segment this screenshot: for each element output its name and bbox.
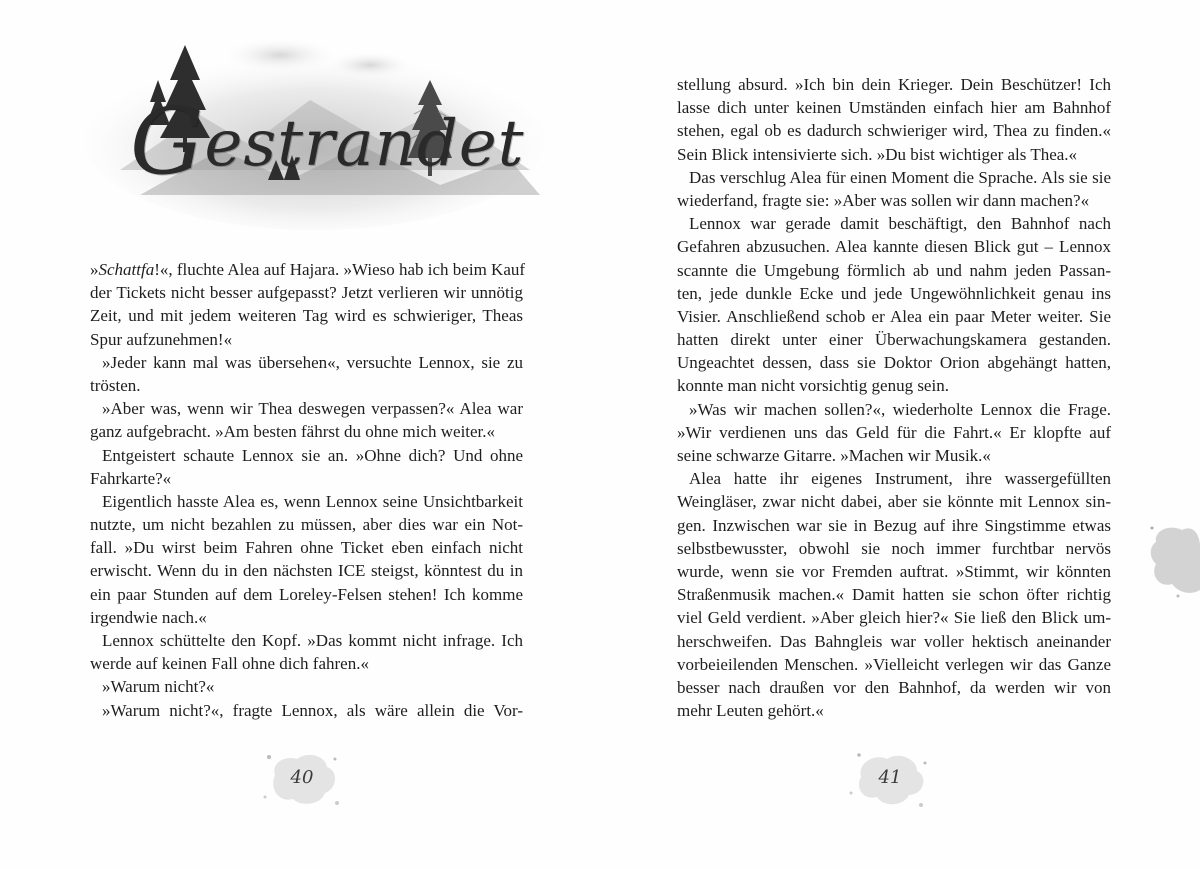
text-line: Lennox war gerade damit beschäftigt, den Bahnhof nach <box>689 214 1111 234</box>
text-line: trösten. <box>90 375 141 395</box>
text-line: »Jeder kann mal was übersehen«, versuchte Lennox, sie zu <box>102 352 523 372</box>
text-line: Sein Blick intensivierte sich. »Du bist wichtiger als Thea.« <box>677 144 1078 164</box>
text-line: gen. Inzwischen war sie in Bezug auf ihre Singstimme etwas <box>677 515 1111 535</box>
text-line: ten, jede dunkle Ecke und jede Ungewöhnlichkeit genau ins <box>677 283 1111 303</box>
text-line-italic: Schattfa <box>98 260 155 279</box>
text-line: Zeit, und mit jedem weiteren Tag wird es schwieriger, Theas <box>90 306 523 326</box>
text-line: Gefahren abzusuchen. Alea kannte diesen Blick gut – Lennox <box>677 237 1111 257</box>
text-line: hatten direkt unter einer Überwachungskamera gestanden. <box>677 330 1111 350</box>
text-line: werde auf keinen Fall ohne dich fahren.« <box>90 654 369 674</box>
text-line: stehen, egal ob es dadurch schwieriger wird, Thea zu finden.« <box>677 121 1111 141</box>
page-number-right <box>845 745 935 815</box>
text-line: ganz aufgebracht. »Am besten fährst du ohne mich weiter.« <box>90 422 496 442</box>
text-line: scannte die Umgebung förmlich ab und nahm jeden Passan- <box>677 260 1111 280</box>
text-line: stellung absurd. »Ich bin dein Krieger. Dein Beschützer! Ich <box>677 75 1111 94</box>
right-page-text <box>677 73 1111 722</box>
text-line: besser nach draußen vor den Bahnhof, da werden wir von <box>677 677 1111 697</box>
right-page <box>600 0 1200 869</box>
text-line-rest: !«, fluchte Alea auf Hajara. »Wieso hab ich beim Kauf <box>154 260 526 279</box>
text-line: Visier. Anschließend schob er Alea ein paar Meter weiter. Sie <box>677 306 1111 326</box>
text-line: selbstbewusster, obwohl sie noch immer furchtbar nervös <box>677 538 1111 558</box>
text-line-lead: » <box>90 260 99 279</box>
text-line: ein paar Stunden auf dem Loreley-Felsen stehen! Ich komme <box>90 584 523 604</box>
text-line <box>90 258 526 281</box>
text-line: fall. »Du wirst beim Fahren ohne Ticket eben einfach nicht <box>90 538 523 558</box>
text-line: »Aber was, wenn wir Thea deswegen verpassen?« Alea war <box>102 399 523 419</box>
text-line: konnte man nicht vorsichtig genug sein. <box>677 376 949 396</box>
text-line: wurde, wenn sie vor Fremden auftrat. »Stimmt, wir könnten <box>677 561 1111 581</box>
text-line: wiederfand, fragte sie: »Aber was sollen wir dann machen?« <box>677 190 1090 210</box>
text-line: lasse dich unter keinen Umständen einfach hier am Bahnhof <box>677 98 1111 118</box>
text-line: Straßenmusik machen.« Damit hatten sie schon öfter richtig <box>677 585 1111 605</box>
text-line: »Wir verdienen uns das Geld für die Fahrt.« Er klopfte auf <box>677 422 1111 442</box>
text-line: nutzte, um nicht bezahlen zu müssen, aber dies war ein Not- <box>90 515 523 535</box>
page-number-text: 40 <box>290 767 314 788</box>
text-line: viel Geld verdient. »Aber gleich hier?« Sie ließ den Blick um- <box>677 608 1111 628</box>
text-line: erwischt. Wenn du in den nächsten ICE steigst, könntest du in <box>90 561 523 581</box>
text-line: Spur aufzunehmen!« <box>90 329 233 349</box>
text-line: herschweifen. Das Bahngleis war voller hektisch aneinander <box>677 631 1111 651</box>
text-line: Eigentlich hasste Alea es, wenn Lennox seine Unsichtbarkeit <box>102 491 523 511</box>
page-number-left <box>257 745 347 815</box>
chapter-title <box>130 88 524 195</box>
text-line: Fahrkarte?« <box>90 468 172 488</box>
text-line: Entgeistert schaute Lennox sie an. »Ohne dich? Und ohne <box>102 445 523 465</box>
text-line: der Tickets nicht besser aufgepasst? Jetzt verlieren wir unnötig <box>90 283 523 303</box>
page-number-text: 41 <box>878 767 902 788</box>
text-line: mehr Leuten gehört.« <box>677 701 824 721</box>
text-line: Ungeachtet dessen, dass sie Doktor Orion abgehängt hatten, <box>677 353 1111 373</box>
text-line: irgendwie nach.« <box>90 607 207 627</box>
text-line: vorbeieilenden Menschen. »Vielleicht verlegen wir das Ganze <box>677 654 1111 674</box>
text-line: seine schwarze Gitarre. »Machen wir Musik.« <box>677 446 991 465</box>
text-line: Weingläser, zwar nicht dabei, aber sie könnte mit Lennox sin- <box>677 492 1111 512</box>
text-line: Das verschlug Alea für einen Moment die Sprache. Als sie sie <box>689 167 1111 187</box>
chapter-title-rest: estrandet <box>204 107 525 181</box>
text-line: »Was wir machen sollen?«, wiederholte Lennox die Frage. <box>689 399 1111 419</box>
chapter-title-initial: G <box>130 88 205 195</box>
text-line: »Warum nicht?«, fragte Lennox, als wäre allein die Vor- <box>102 700 523 720</box>
edge-ink-splotch-icon <box>1148 520 1200 600</box>
left-page-text <box>90 258 526 722</box>
text-line: »Warum nicht?« <box>102 677 215 697</box>
text-line: Alea hatte ihr eigenes Instrument, ihre wassergefüllten <box>689 469 1111 489</box>
text-line: Lennox schüttelte den Kopf. »Das kommt nicht infrage. Ich <box>102 631 523 650</box>
